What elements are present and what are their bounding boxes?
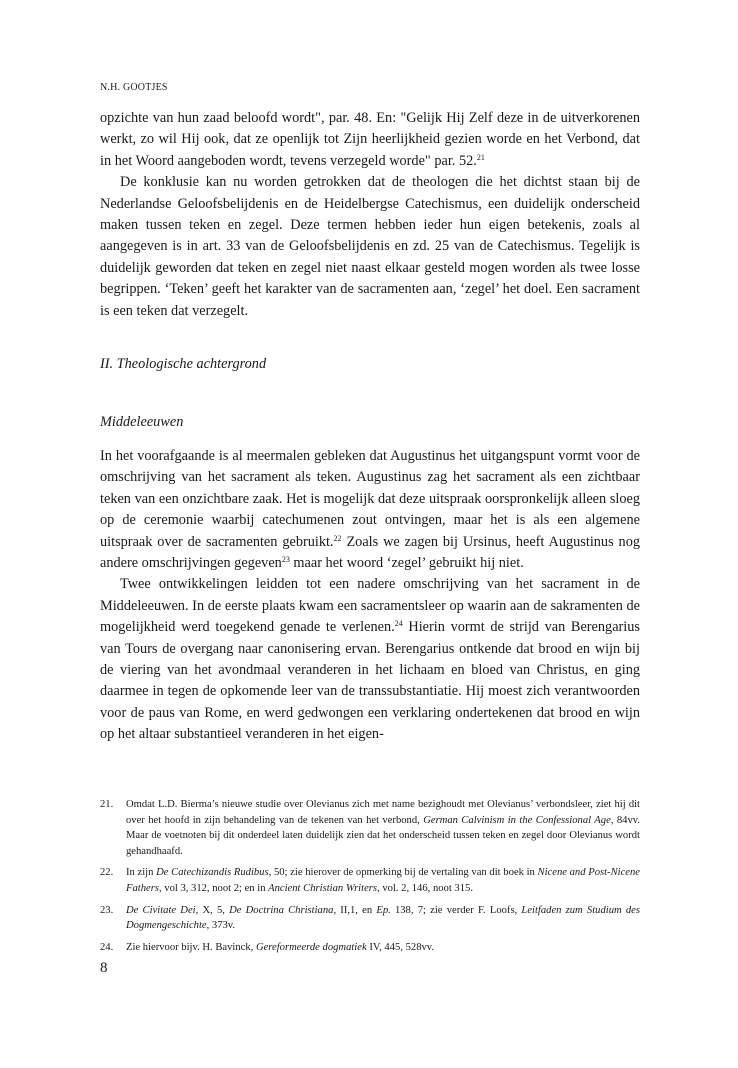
footnote-text: De Civitate Dei, X, 5, De Doctrina Christiana, II,1, en Ep. 138, 7; zie verder F. Loofs, Leitfaden zum Studium des Dogmengeschichte, 373v.	[126, 904, 640, 932]
footnote-number: 23.	[100, 904, 114, 916]
footnote-text: Omdat L.D. Bierma’s nieuwe studie over Olevianus zich met name bezighoudt met Olevianus’ verbondsleer, ziet hij dit over het hoofd in zijn behandeling van de tekenen van het verbond, German Calvinism in the Confessional Age, 84vv. Maar de voetnoten bij dit onderdeel laten duidelijk zien dat het onderscheid tussen teken en zegel door Olevianus wordt gehandhaafd.	[126, 799, 640, 857]
paragraph: opzichte van hun zaad beloofd wordt", par. 48. En: "Gelijk Hij Zelf deze in de uitverkorenen werkt, zo wil Hij ook, dat ze openlijk tot Zijn heerlijkheid gezien worde en het Verbond, dat in het Woord aangeboden wordt, tevens verzegeld worde" par. 52.21	[100, 110, 640, 169]
footnote-ref: 23	[281, 555, 290, 565]
paragraph: Twee ontwikkelingen leidden tot een nadere omschrijving van het sacrament in de Middeleeuwen. In de eerste plaats kwam een sacramentsleer op waarin aan de sakramenten de mogelijkheid werd toegekend genade te verlenen.$^{24}$ Hierin vormt de strijd van Berengarius van Tours de overgang naar canonisering ervan. Berengarius ontkende dat brood en wijn bij de viering van het avondmaal veranderen in het lichaam en bloed van Christus, en ging daarmee in tegen de opkomende leer van de transsubstantiatie. Hij moest zich verantwoorden voor de paus van Rome, en werd gedwongen een verklaring ondertekenen dat brood en wijn op het altaar substantieel veranderen in het eigen-	[100, 576, 640, 743]
paragraph: De konklusie kan nu worden getrokken dat de theologen die het dichtst staan bij de Nederlandse Geloofsbelijdenis en de Heidelbergse Catechismus, een duidelijk onderscheid maken tussen teken en zegel. Deze termen hebben ieder hun eigen betekenis, zoals al aangegeven is in art. 33 van de Geloofsbelijdenis en zd. 25 van de Catechismus. Tegelijk is duidelijk geworden dat teken en zegel niet naast elkaar gesteld mogen worden als twee losse begrippen. ‘Teken’ geeft het karakter van de sacramenten aan, ‘zegel’ het doel. Een sacrament is een teken dat verzegelt.	[100, 174, 640, 319]
footnote-ref: 22	[333, 533, 342, 543]
footnote-ref: 24	[394, 619, 403, 629]
body-text-top	[100, 108, 640, 322]
paragraph: In het voorafgaande is al meermalen gebleken dat Augustinus het uitgangspunt vormt voor de omschrijving van het sacrament als teken. Augustinus zag het sacrament als een zichtbaar teken van een onzichtbare zaak. Het is mogelijk dat deze uitspraak oorspronkelijk alleen sloeg op de ceremonie waarbij catechumenen zout ontvingen, maar het is als een algemene uitspraak over de sacramenten gebruikt.$^{22}$ Zoals we zagen bij Ursinus, heeft Augustinus nog andere omschrijvingen gegeven$^{23}$ maar het woord ‘zegel’ gebruikt hij niet.	[100, 448, 640, 572]
footnote	[100, 903, 640, 934]
running-head: N.H. GOOTJES	[100, 82, 168, 93]
footnotes	[100, 797, 640, 961]
footnote-ref: 21	[476, 152, 485, 162]
footnote-number: 22.	[100, 867, 114, 879]
footnote	[100, 865, 640, 896]
page-number: 8	[100, 960, 108, 976]
footnote-number: 24.	[100, 941, 114, 953]
subheading: Middeleeuwen	[100, 414, 184, 430]
footnote-number: 21.	[100, 799, 114, 810]
footnote	[100, 797, 640, 859]
footnote-text: In zijn De Catechizandis Rudibus, 50; zie hierover de opmerking bij de vertaling van dit boek in Nicene and Post-Nicene Fathers, vol 3, 312, noot 2; en in Ancient Christian Writers, vol. 2, 146, noot 315.	[126, 867, 640, 894]
section-heading: II. Theologische achtergrond	[100, 356, 267, 372]
footnote-text: Zie hiervoor bijv. H. Bavinck, Gereformeerde dogmatiek IV, 445, 528vv.	[126, 941, 435, 953]
body-text-middle	[100, 446, 640, 746]
footnote	[100, 940, 640, 956]
